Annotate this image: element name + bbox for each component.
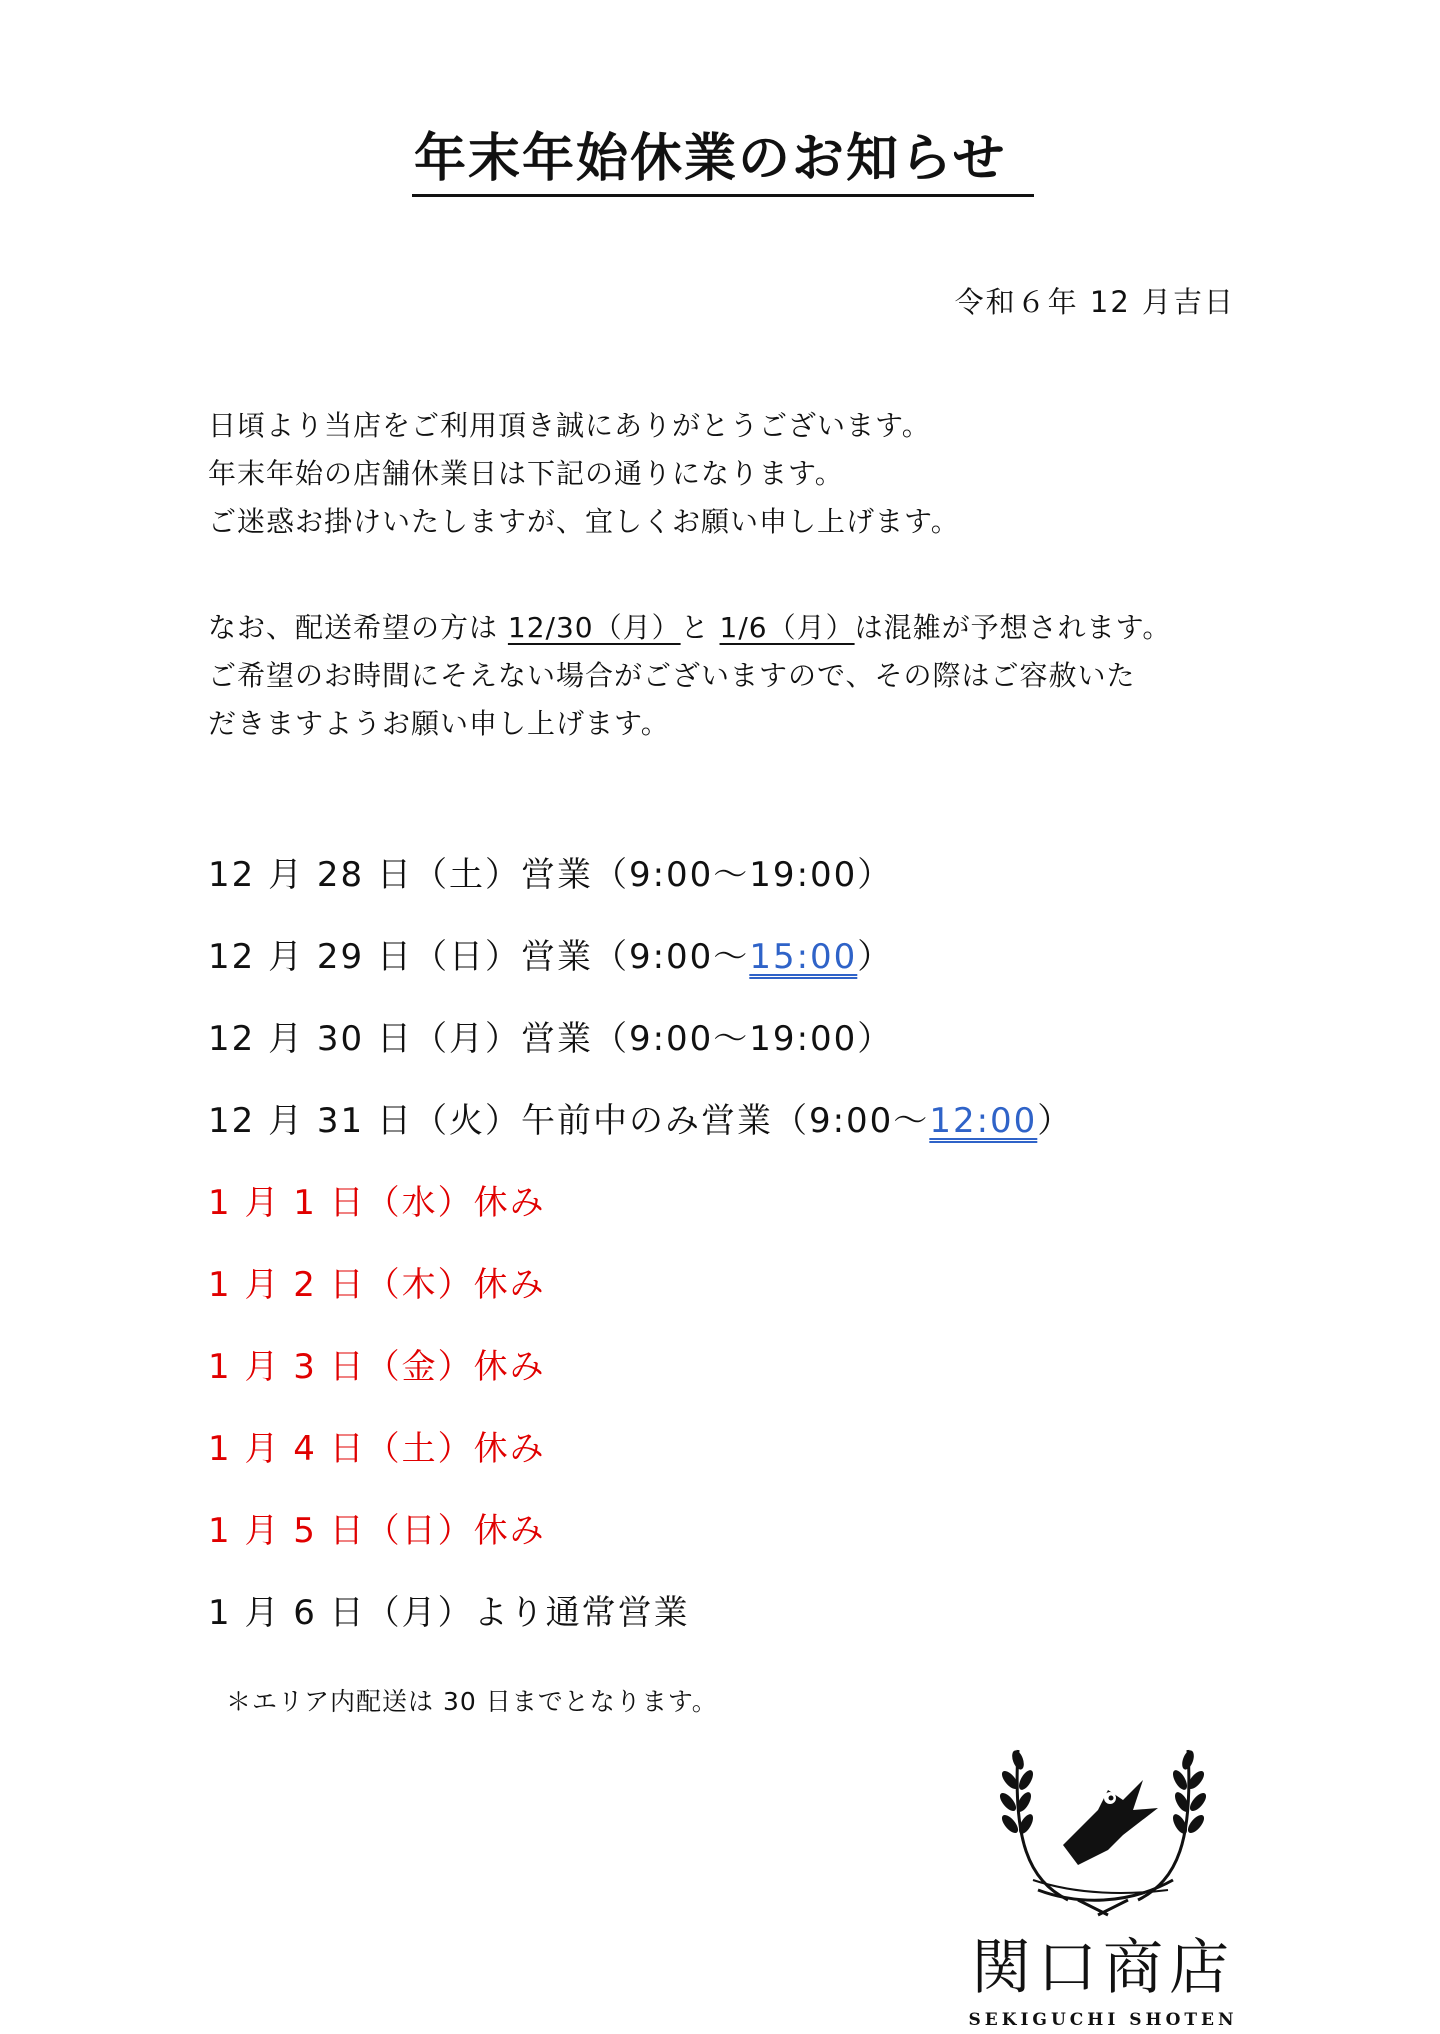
delivery-prefix: なお、配送希望の方は — [208, 611, 508, 644]
schedule-row: 12 月 30 日（月）営業（9:00～19:00） — [208, 1019, 894, 1059]
intro-line: 日頃より当店をご利用頂き誠にありがとうございます。 — [208, 409, 931, 442]
holiday-schedule — [208, 850, 1073, 1670]
schedule-row-closed: 1 月 2 日（木）休み — [208, 1265, 546, 1305]
delivery-line: ご希望のお時間にそえない場合がございますので、その際はご容赦いた — [208, 659, 1136, 692]
schedule-row: 1 月 6 日（月）より通常営業 — [208, 1593, 690, 1633]
issue-date: 令和６年 12 月吉日 — [954, 285, 1235, 319]
schedule-text: ） — [1037, 1101, 1074, 1141]
busy-date-1: 12/30（月） — [507, 611, 681, 644]
busy-date-2: 1/6（月） — [719, 611, 855, 644]
title-underline — [412, 194, 1034, 197]
schedule-row-closed: 1 月 4 日（土）休み — [208, 1429, 546, 1469]
schedule-text: 12 月 31 日（火）午前中のみ営業（9:00～ — [208, 1101, 930, 1141]
delivery-suffix: は混雑が予想されます。 — [854, 611, 1172, 644]
store-logo — [958, 1730, 1248, 2034]
intro-paragraph — [208, 402, 960, 546]
intro-line: 年末年始の店舗休業日は下記の通りになります。 — [208, 457, 844, 490]
footnote: ＊エリア内配送は 30 日までとなります。 — [226, 1687, 718, 1716]
changed-hours: 15:00 — [749, 937, 858, 977]
changed-hours: 12:00 — [929, 1101, 1038, 1141]
intro-line: ご迷惑お掛けいたしますが、宜しくお願い申し上げます。 — [208, 505, 960, 538]
schedule-row — [208, 932, 1073, 1014]
schedule-row: 12 月 28 日（土）営業（9:00～19:00） — [208, 855, 894, 895]
delivery-line: だきますようお願い申し上げます。 — [208, 707, 670, 740]
store-name-romaji: SEKIGUCHI SHOTEN — [968, 2010, 1238, 2030]
swallow-wheat-wreath-icon — [958, 1730, 1248, 1920]
schedule-text: ） — [857, 937, 894, 977]
delivery-between: と — [680, 611, 720, 644]
page-title: 年末年始休業のお知らせ — [414, 129, 1007, 189]
schedule-text: 12 月 29 日（日）営業（9:00～ — [208, 937, 750, 977]
schedule-row-closed: 1 月 3 日（金）休み — [208, 1347, 546, 1387]
delivery-paragraph — [208, 604, 1171, 748]
store-name: 関口商店 — [971, 1933, 1235, 2003]
schedule-row-closed: 1 月 5 日（日）休み — [208, 1511, 546, 1551]
schedule-row — [208, 1096, 1073, 1178]
schedule-row-closed: 1 月 1 日（水）休み — [208, 1183, 546, 1223]
delivery-line — [208, 604, 1171, 652]
